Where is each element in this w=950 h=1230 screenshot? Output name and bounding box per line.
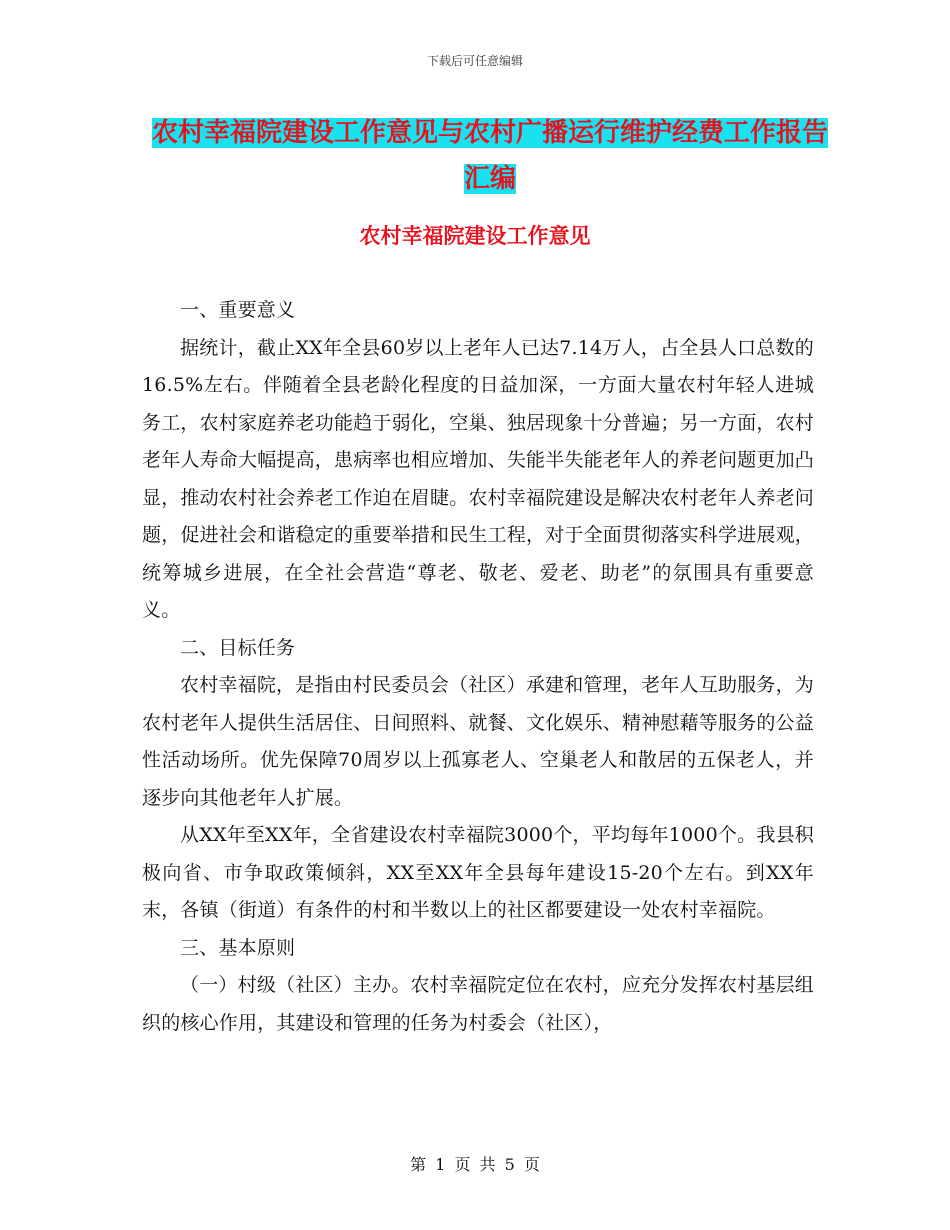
paragraph-definition: 农村幸福院，是指由村民委员会（社区）承建和管理，老年人互助服务，为农村老年人提供生活居住、日间照料、就餐、文化娱乐、精神慰藉等服务的公益性活动场所。优先保障70周岁以上孤寡老人、空巢老人和散居的五保老人，并逐步向其他老年人扩展。 xyxy=(142,674,815,809)
paragraph-principle-1: （一）村级（社区）主办。农村幸福院定位在农村，应充分发挥农村基层组织的核心作用，其建设和管理的任务为村委会（社区）， xyxy=(142,974,814,1034)
page-number: 第 1 页 共 5 页 xyxy=(410,1155,540,1174)
document-title-text: 农村幸福院建设工作意见与农村广播运行维护经费工作报告汇编 xyxy=(151,118,828,194)
heading-targets: 二、目标任务 xyxy=(180,636,296,659)
heading-importance: 一、重要意义 xyxy=(180,299,296,321)
document-title xyxy=(150,110,830,202)
heading-principles: 三、基本原则 xyxy=(180,936,296,959)
page-header-note: 下载后可任意编辑 xyxy=(426,54,523,68)
paragraph-plan: 从XX年至XX年，全省建设农村幸福院3000个，平均每年1000个。我县积极向省、市争取政策倾斜，XX至XX年全县每年建设15-20个左右。到XX年末，各镇（街道）有条件的村和半数以上的社区都要建设一处农村幸福院。 xyxy=(142,824,814,921)
document-body xyxy=(142,292,814,1042)
section-title: 农村幸福院建设工作意见 xyxy=(359,223,591,248)
paragraph-statistics: 据统计，截止XX年全县60岁以上老年人已达7.14万人，占全县人口总数的16.5%左右。伴随着全县老龄化程度的日益加深，一方面大量农村年轻人进城务工，农村家庭养老功能趋于弱化，空巢、独居现象十分普遍；另一方面，农村老年人寿命大幅提高，患病率也相应增加、失能半失能老年人的养老问题更加凸显，推动农村社会养老工作迫在眉睫。农村幸福院建设是解决农村老年人养老问题，促进社会和谐稳定的重要举措和民生工程，对于全面贯彻落实科学进展观，统筹城乡进展，在全社会营造“尊老、敬老、爱老、助老”的氛围具有重要意义。 xyxy=(142,336,815,621)
